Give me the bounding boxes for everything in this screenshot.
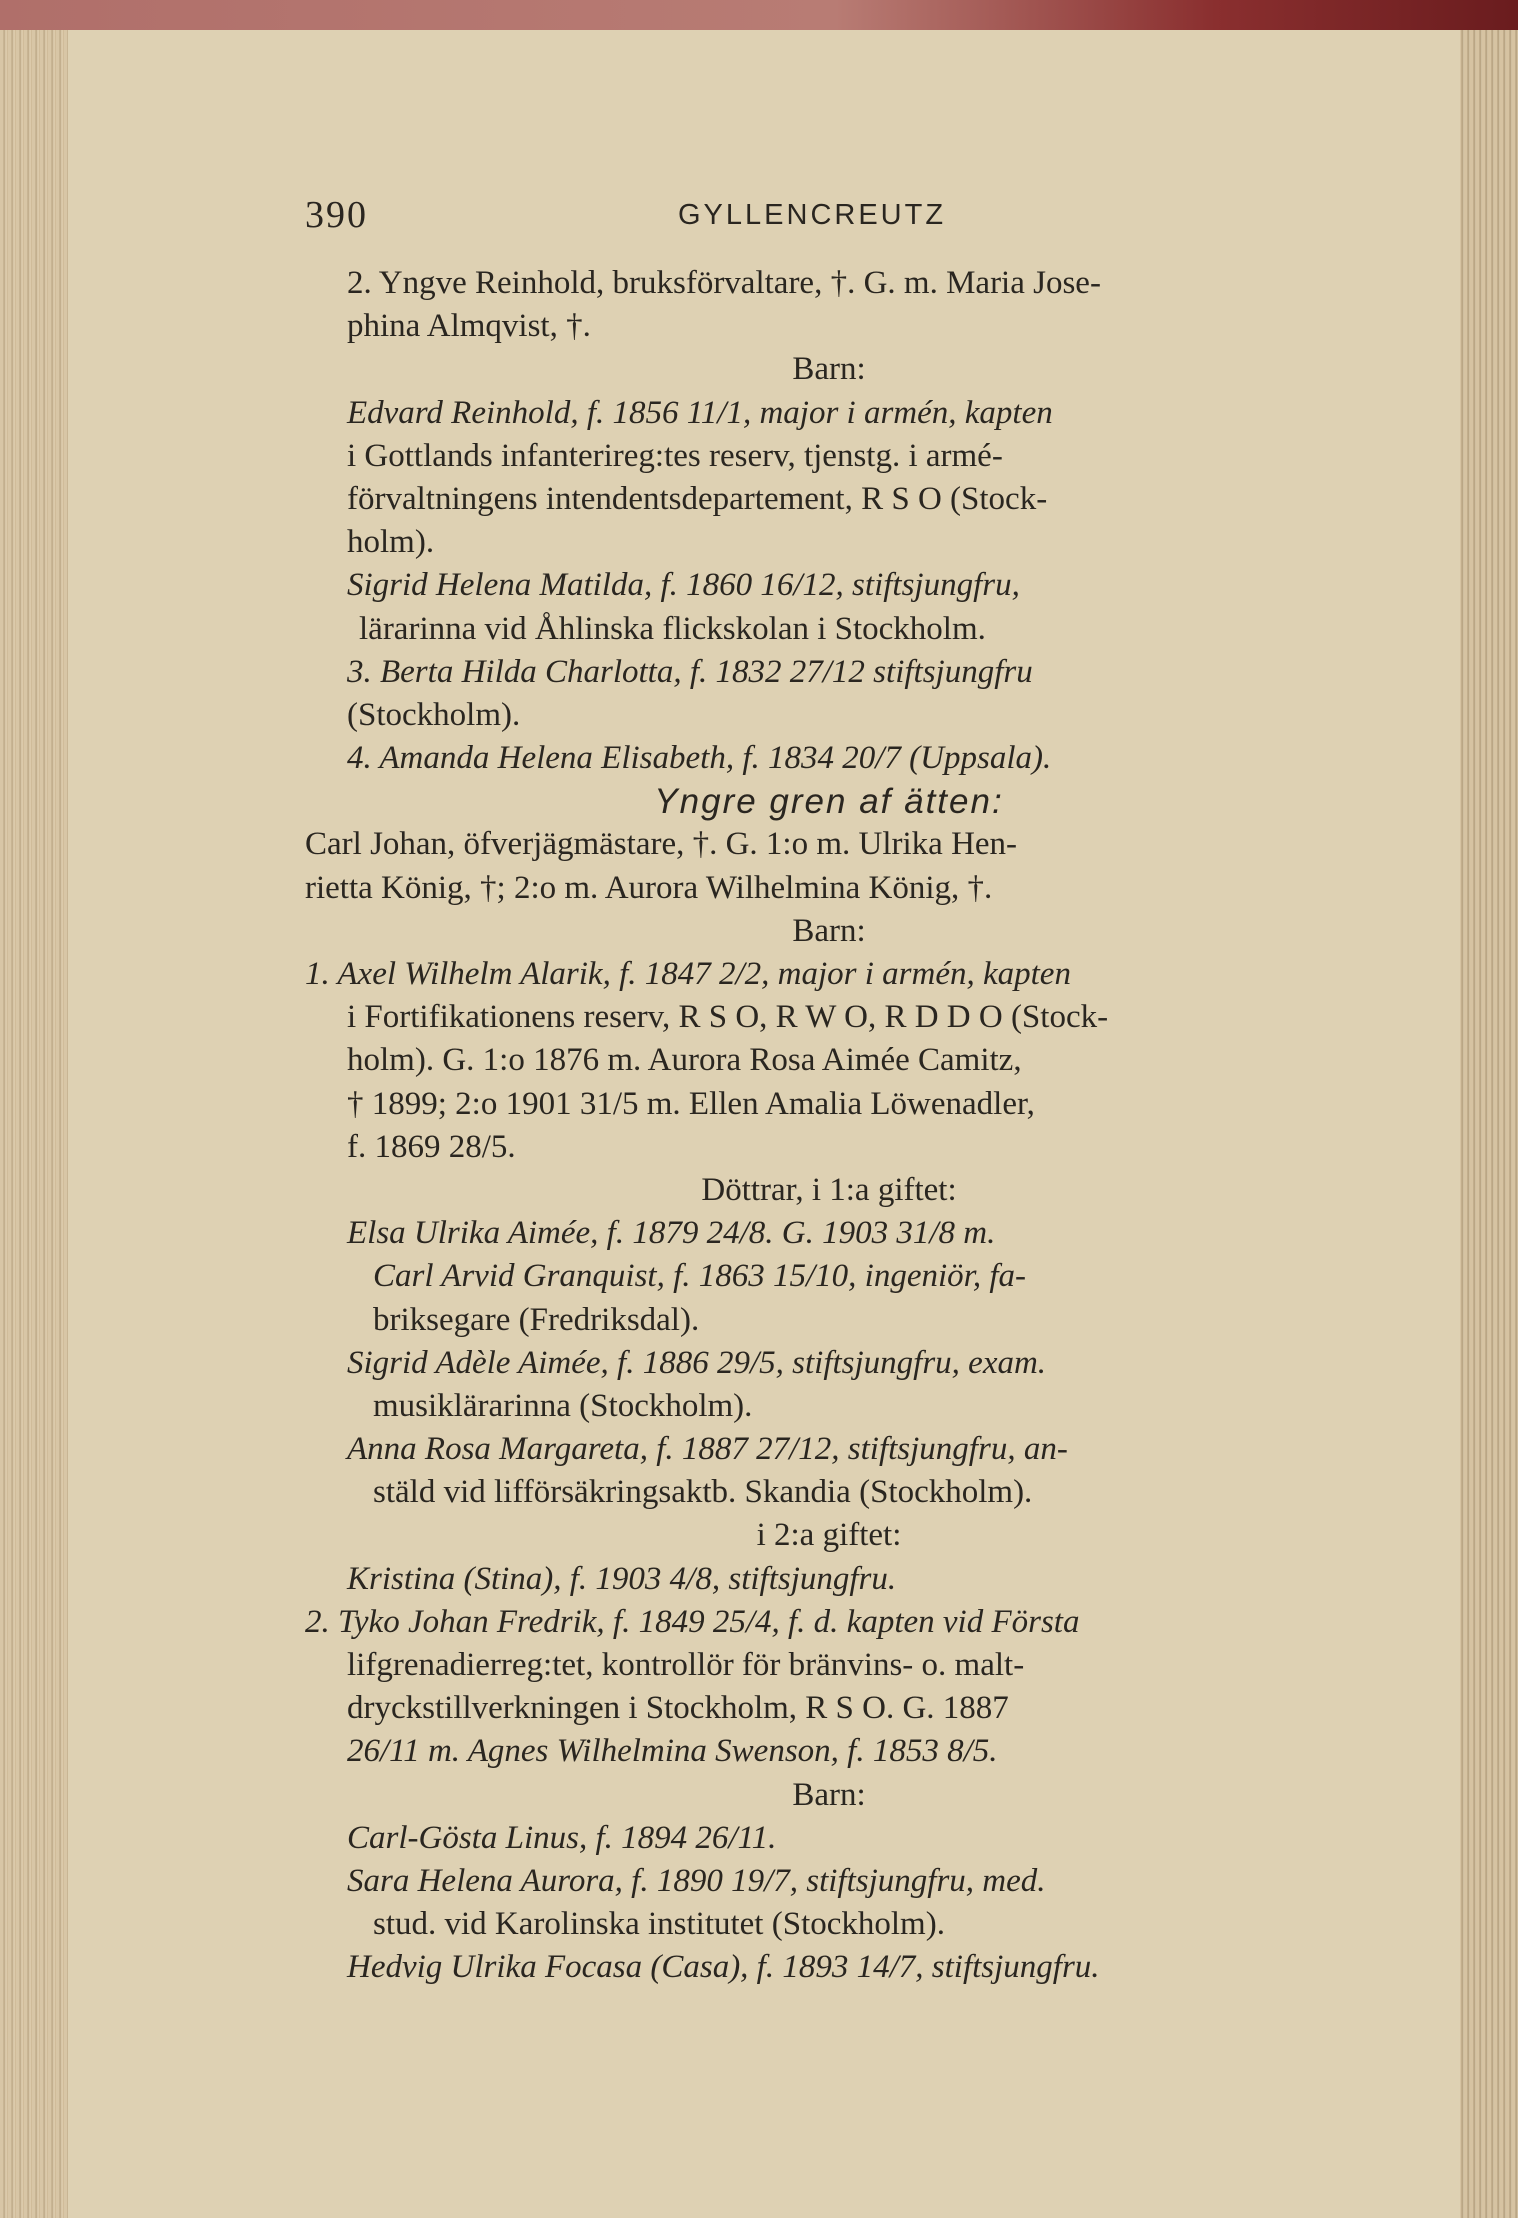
text-line: stäld vid lifförsäkringsaktb. Skandia (Stockholm). [373,1474,1033,1511]
text-line: förvaltningens intendentsdepartement, R S O (Stock- [347,480,1048,517]
text-line: Hedvig Ulrika Focasa (Casa), f. 1893 14/7, stiftsjungfru. [347,1949,1100,1986]
text-line: 2. Tyko Johan Fredrik, f. 1849 25/4, f. d. kapten vid Första [305,1603,1080,1640]
text-line: 26/11 m. Agnes Wilhelmina Swenson, f. 1853 8/5. [347,1733,998,1770]
book-cover-edge [0,0,1518,30]
page-header [305,193,965,239]
text-line: Carl-Gösta Linus, f. 1894 26/11. [347,1819,777,1856]
text-line: Carl Johan, öfverjägmästare, †. G. 1:o m. Ulrika Hen- [305,826,1018,863]
text-line: i Gottlands infanterireg:tes reserv, tjenstg. i armé- [347,437,1003,474]
text-line: 3. Berta Hilda Charlotta, f. 1832 27/12 stiftsjungfru [347,653,1033,690]
text-line: lifgrenadierreg:tet, kontrollör för bränvins- o. malt- [347,1647,1025,1683]
text-line: Carl Arvid Granquist, f. 1863 15/10, ingeniör, fa- [373,1258,1027,1295]
text-line: briksegare (Fredriksdal). [373,1301,700,1338]
page-number: 390 [305,194,368,236]
text-line: Sigrid Adèle Aimée, f. 1886 29/5, stiftsjungfru, exam. [347,1344,1047,1381]
book-page-edges-left [0,0,70,2218]
text-line: phina Almqvist, †. [347,308,591,345]
text-line: holm). [347,524,435,561]
section-heading: Yngre gren af ätten: [654,782,1004,822]
section-label: i 2:a giftet: [756,1517,902,1554]
page-body [305,262,1353,1990]
text-line: musiklärarinna (Stockholm). [373,1387,753,1424]
text-line: Edvard Reinhold, f. 1856 11/1, major i armén, kapten [347,394,1053,431]
section-label: Barn: [792,912,866,949]
text-line: 4. Amanda Helena Elisabeth, f. 1834 20/7 (Uppsala). [347,740,1052,777]
text-line: rietta König, †; 2:o m. Aurora Wilhelmina König, †. [305,869,993,906]
text-line: 2. Yngve Reinhold, bruksförvaltare, †. G. m. Maria Jose- [347,265,1101,301]
text-line: i Fortifikationens reserv, R S O, R W O, R D D O (Stock- [347,999,1109,1036]
section-label: Barn: [792,1776,866,1813]
text-line: holm). G. 1:o 1876 m. Aurora Rosa Aimée Camitz, [347,1042,1022,1079]
text-line: (Stockholm). [347,696,521,733]
section-label: Barn: [792,351,866,388]
text-line: † 1899; 2:o 1901 31/5 m. Ellen Amalia Löwenadler, [347,1085,1035,1122]
book-page-edges-right [1458,20,1518,2218]
text-line: f. 1869 28/5. [347,1128,516,1165]
text-line: Kristina (Stina), f. 1903 4/8, stiftsjungfru. [347,1560,897,1597]
text-line: lärarinna vid Åhlinska flickskolan i Stockholm. [359,610,986,647]
text-line: Sara Helena Aurora, f. 1890 19/7, stiftsjungfru, med. [347,1862,1046,1899]
text-line: 1. Axel Wilhelm Alarik, f. 1847 2/2, major i armén, kapten [305,956,1071,992]
section-label: Döttrar, i 1:a giftet: [701,1171,957,1208]
text-line: dryckstillverkningen i Stockholm, R S O. G. 1887 [347,1690,1009,1727]
text-line: Anna Rosa Margareta, f. 1887 27/12, stiftsjungfru, an- [347,1431,1068,1468]
text-line: Sigrid Helena Matilda, f. 1860 16/12, stiftsjungfru, [347,567,1020,604]
text-line: Elsa Ulrika Aimée, f. 1879 24/8. G. 1903 31/8 m. [347,1215,996,1252]
text-line: stud. vid Karolinska institutet (Stockholm). [373,1906,945,1943]
running-head: GYLLENCREUTZ [678,199,947,231]
